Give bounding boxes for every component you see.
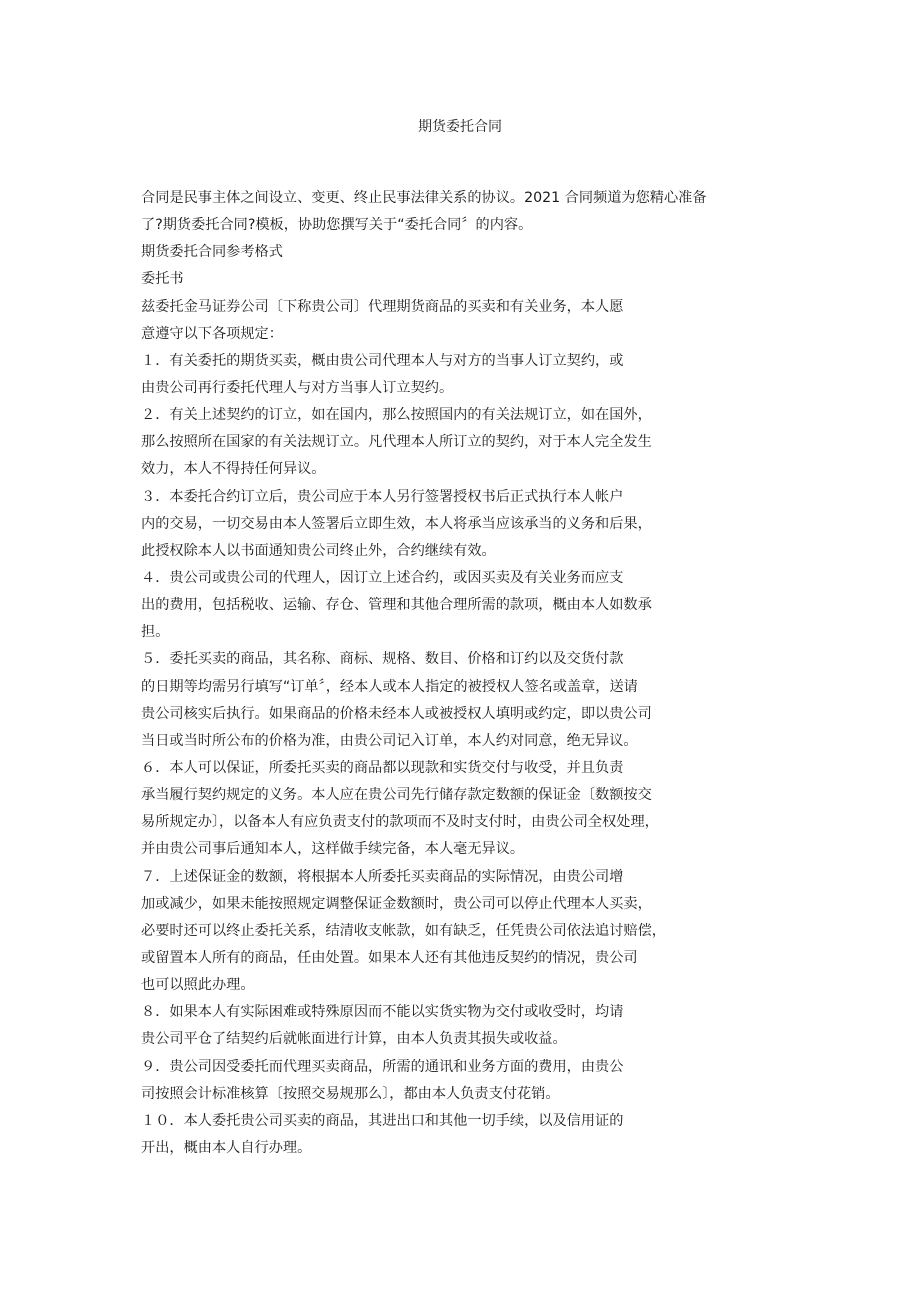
body-text-line: 内的交易，一切交易由本人签署后立即生效，本人将承当应该承当的义务和后果， [141,515,652,532]
document-title: 期货委托合同 [418,119,502,135]
body-text-line: 兹委托金马证券公司〔下称贵公司〕代理期货商品的买卖和有关业务，本人愿 [141,298,624,315]
body-text-line: 也可以照此办理。 [141,977,255,994]
body-text-line: 担。 [141,624,170,641]
body-text-line: 加或减少，如果未能按照规定调整保证金数额时，贵公司可以停止代理本人买卖， [141,895,652,912]
body-text-line: 开出，概由本人自行办理。 [141,1139,312,1156]
body-text-line: ２．有关上述契约的订立，如在国内，那么按照国内的有关法规订立，如在国外， [141,407,652,424]
body-text-line: 易所规定办〕，以备本人有应负责支付的款项而不及时支付时，由贵公司全权处理， [141,814,659,831]
body-text-line: 期货委托合同参考格式 [141,244,283,261]
body-text-line: 委托书 [141,271,184,288]
body-text-line: ４．贵公司或贵公司的代理人，因订立上述合约，或因买卖及有关业务而应支 [141,569,624,586]
document-body [141,185,791,1162]
body-text-line: 或留置本人所有的商品，任由处置。如果本人还有其他违反契约的情况，贵公司 [141,949,638,966]
body-text-line: 出的费用，包括税收、运输、存仓、管理和其他合理所需的款项，概由本人如数承 [141,597,652,614]
body-text-line: ９．贵公司因受委托而代理买卖商品，所需的通讯和业务方面的费用，由贵公 [141,1058,624,1075]
body-text-line: 此授权除本人以书面通知贵公司终止外，合约继续有效。 [141,542,496,559]
body-text-line: ７．上述保证金的数额，将根据本人所委托买卖商品的实际情况，由贵公司增 [141,868,624,885]
body-text-line: ６．本人可以保证，所委托买卖的商品都以现款和实货交付与收受，并且负责 [141,759,624,776]
body-text-line: 由贵公司再行委托代理人与对方当事人订立契约。 [141,379,454,396]
body-text-line: 并由贵公司事后通知本人，这样做手续完备，本人毫无异议。 [141,841,525,858]
body-text-line: ３．本委托合约订立后，贵公司应于本人另行签署授权书后正式执行本人帐户 [141,488,624,505]
body-text-line: 那么按照所在国家的有关法规订立。凡代理本人所订立的契约，对于本人完全发生 [141,434,652,451]
body-text-line: ５．委托买卖的商品，其名称、商标、规格、数目、价格和订约以及交货付款 [141,651,624,668]
body-text-line: 当日或当时所公布的价格为准，由贵公司记入订单，本人约对同意，绝无异议。 [141,732,638,749]
body-text-line: 必要时还可以终止委托关系，结清收支帐款，如有缺乏，任凭贵公司依法追讨赔偿， [141,922,666,939]
body-text-line: 贵公司核实后执行。如果商品的价格未经本人或被授权人填明或约定，即以贵公司 [141,705,652,722]
body-text-line: 效力，本人不得持任何异议。 [141,461,326,478]
body-text-line: 合同是民事主体之间设立、变更、终止民事法律关系的协议。2021 合同频道为您精心准备 [141,190,707,206]
body-text-line: 承当履行契约规定的义务。本人应在贵公司先行储存款定数额的保证金〔数额按交 [141,787,652,804]
body-text-line: 司按照会计标准核算〔按照交易规那么〕，都由本人负责支付花销。 [141,1085,560,1102]
body-text-line: 贵公司平仓了结契约后就帐面进行计算，由本人负责其损失或收益。 [141,1031,567,1048]
body-text-line: １．有关委托的期货买卖，概由贵公司代理本人与对方的当事人订立契约，或 [141,352,624,369]
body-text-line: １０．本人委托贵公司买卖的商品，其进出口和其他一切手续，以及信用证的 [141,1112,624,1129]
body-text-line: ８．如果本人有实际困难或特殊原因而不能以实货实物为交付或收受时，均请 [141,1004,624,1021]
body-text-line: 的日期等均需另行填写“订单〞，经本人或本人指定的被授权人签名或盖章，送请 [141,678,638,695]
body-text-line: 了?期货委托合同?模板，协助您撰写关于“委托合同〞的内容。 [141,217,533,234]
body-text-line: 意遵守以下各项规定： [141,325,283,342]
